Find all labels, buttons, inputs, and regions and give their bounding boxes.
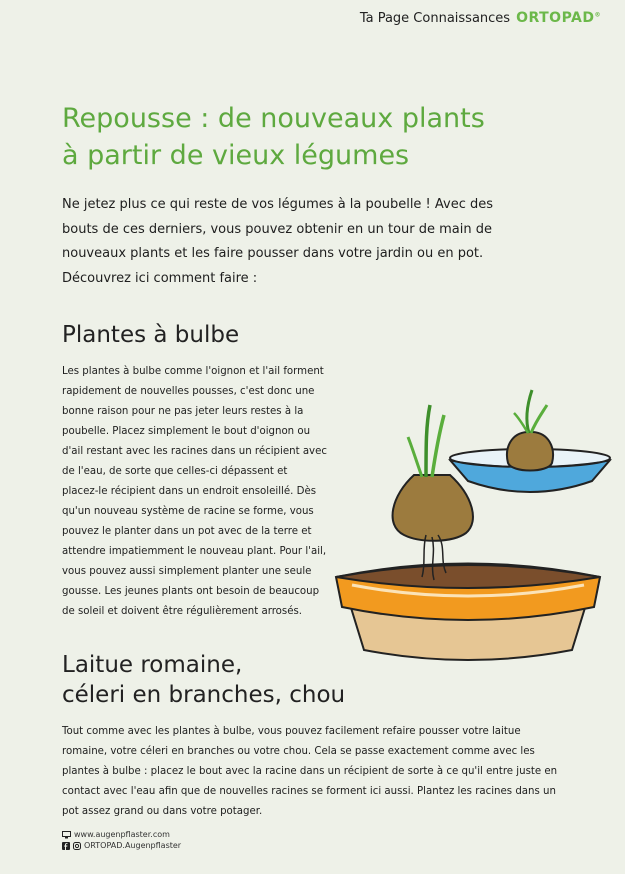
flower-pot-icon bbox=[336, 564, 600, 661]
header-title: Ta Page Connaissances bbox=[359, 11, 511, 26]
page-title-line1: Repousse : de nouveaux plants bbox=[62, 103, 485, 134]
section-heading-lettuce-line2: céleri en branches, chou bbox=[62, 682, 346, 708]
large-onion-icon bbox=[393, 405, 473, 580]
footer-website-line bbox=[62, 829, 181, 840]
brand-name: ORTOPAD bbox=[516, 10, 595, 26]
small-onion-icon bbox=[507, 390, 553, 471]
section-heading-lettuce-line1: Laitue romaine, bbox=[62, 652, 243, 678]
onion-illustration bbox=[322, 385, 617, 670]
page-title-line2: à partir de vieux légumes bbox=[62, 140, 410, 171]
page-header bbox=[360, 10, 601, 26]
intro-paragraph: Ne jetez plus ce qui reste de vos légumes à la poubelle ! Avec des bouts de ces derniers, vous pouvez obtenir en un tour de main de nouveaux plants et les faire pousser dans votre jardin ou en pot. Découvrez ici comment faire : bbox=[62, 197, 494, 286]
page-title bbox=[62, 100, 582, 174]
instagram-icon[interactable] bbox=[73, 842, 81, 850]
section-heading-lettuce bbox=[62, 650, 345, 710]
website-link[interactable]: www.augenpflaster.com bbox=[74, 830, 170, 839]
facebook-icon[interactable] bbox=[62, 842, 70, 850]
footer bbox=[62, 829, 181, 851]
monitor-icon bbox=[62, 831, 71, 839]
social-handle[interactable]: ORTOPAD.Augenpflaster bbox=[84, 841, 182, 850]
brand-mark: ® bbox=[594, 11, 601, 19]
section-body-lettuce: Tout comme avec les plantes à bulbe, vous pouvez facilement refaire pousser votre laitue romaine, votre céleri en branches ou votre chou. Cela se passe exactement comme avec les plantes à bulbe : placez le bout avec la racine dans un récipient de sorte à ce qu'il entre juste en contact avec l'eau afin que de nouvelles racines se forment ici aussi. Plantez les racines dans un pot assez grand ou dans votre potager. bbox=[62, 726, 558, 817]
section-heading-bulbs: Plantes à bulbe bbox=[62, 322, 240, 348]
section-body-bulbs: Les plantes à bulbe comme l'oignon et l'ail forment rapidement de nouvelles pousses, c'est donc une bonne raison pour ne pas jeter leurs restes à la poubelle. Placez simplement le bout d'oignon ou d'ail restant avec les racines dans un récipient avec de l'eau, de sorte que celles-ci dépassent et placez-le récipient dans un endroit ensoleillé. Dès qu'un nouveau système de racine se forme, vous pouvez le planter dans un pot avec de la terre et attendre impatiemment le nouveau plant. Pour l'ail, vous pouvez aussi simplement planter une seule gousse. Les jeunes plants ont besoin de beaucoup de soleil et doivent être régulièrement arrosés. bbox=[62, 366, 327, 617]
brand-logo bbox=[516, 10, 601, 26]
footer-social-line bbox=[62, 840, 181, 851]
